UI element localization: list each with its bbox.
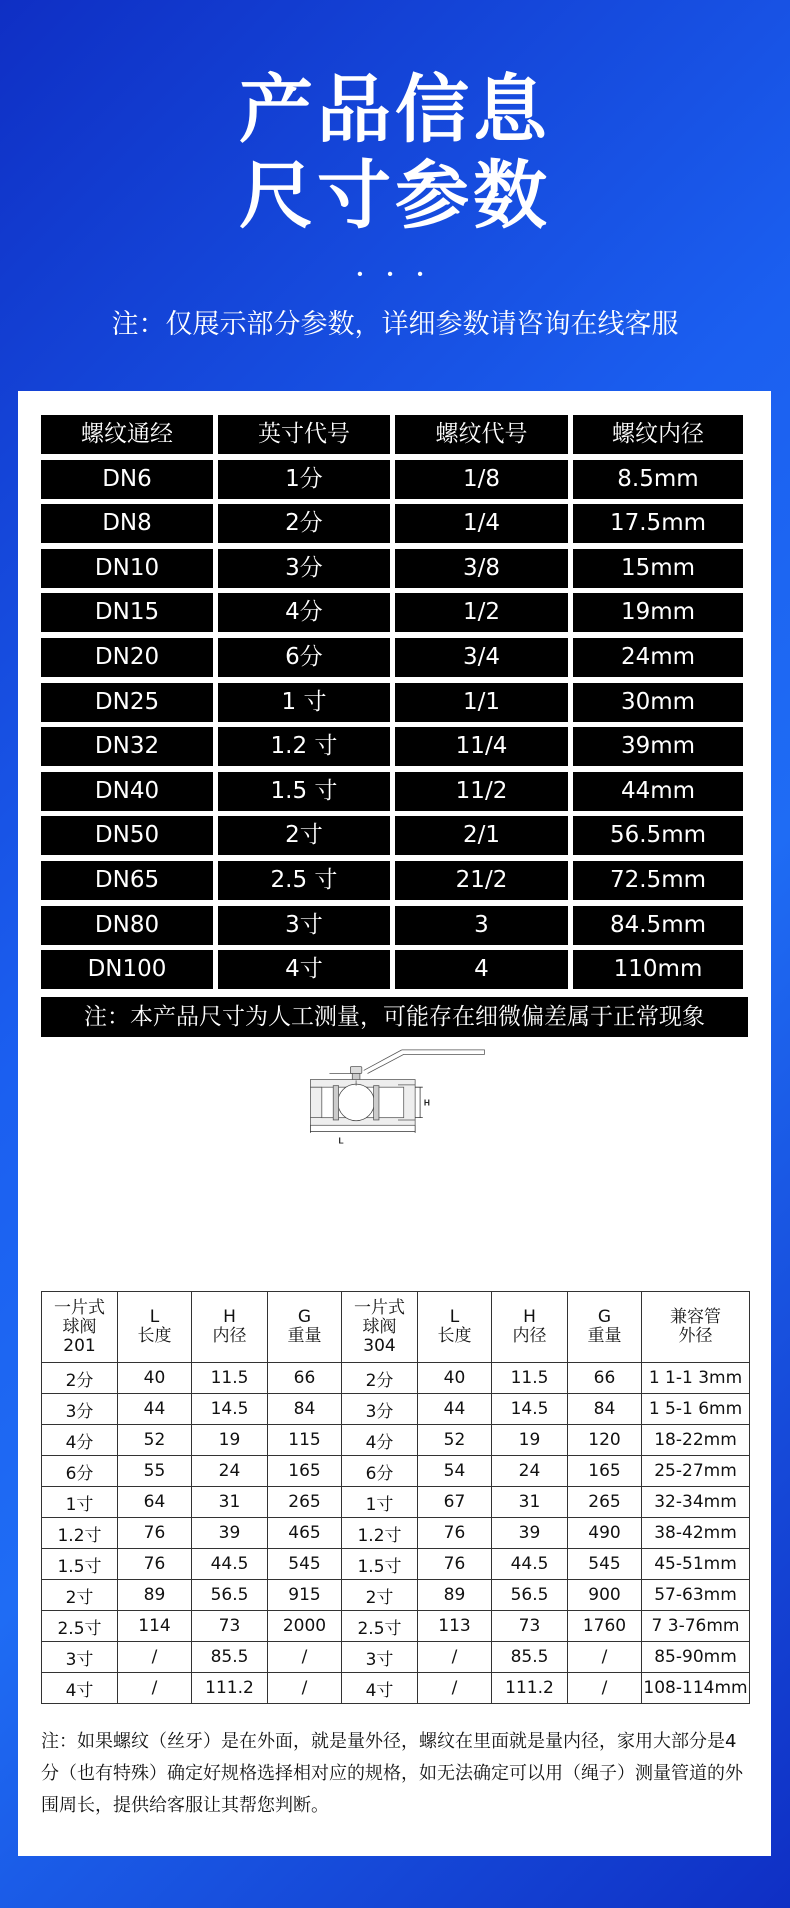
- spec-header-cell: [568, 1292, 642, 1363]
- spec-table-cell: 120: [568, 1425, 642, 1456]
- thread-table-note: 注：本产品尺寸为人工测量，可能存在细微偏差属于正常现象: [41, 997, 748, 1037]
- spec-table-cell: 2寸: [42, 1580, 118, 1611]
- thread-table-cell: 17.5mm: [573, 504, 743, 543]
- spec-table-cell: 85.5: [492, 1642, 568, 1673]
- spec-table-cell: 2分: [342, 1363, 418, 1394]
- spec-header-cell: [192, 1292, 268, 1363]
- spec-table-cell: 1 5-1 6mm: [642, 1394, 750, 1425]
- header: [0, 0, 790, 390]
- spec-table-cell: 2寸: [342, 1580, 418, 1611]
- spec-table-cell: 1寸: [342, 1487, 418, 1518]
- spec-table-cell: 3寸: [42, 1642, 118, 1673]
- spec-table-row: [42, 1549, 750, 1580]
- spec-table-row: [42, 1456, 750, 1487]
- spec-header-line: 球阀: [362, 1316, 397, 1337]
- thread-table-cell: DN15: [41, 593, 213, 632]
- spec-table-cell: 900: [568, 1580, 642, 1611]
- thread-table-cell: 8.5mm: [573, 460, 743, 499]
- thread-table-cell: 84.5mm: [573, 906, 743, 945]
- spec-table-cell: 3分: [42, 1394, 118, 1425]
- spec-table-cell: 24: [492, 1456, 568, 1487]
- thread-table-row: [41, 593, 748, 632]
- ball-valve-diagram: [138, 1043, 658, 1283]
- thread-table-cell: 4分: [218, 593, 390, 632]
- content-panel: [18, 391, 771, 1856]
- spec-table-cell: 3寸: [342, 1642, 418, 1673]
- header-note: 注：仅展示部分参数，详细参数请咨询在线客服: [111, 309, 679, 340]
- spec-header-line: H: [223, 1307, 236, 1327]
- thread-table-cell: 19mm: [573, 593, 743, 632]
- spec-table-cell: 85.5: [192, 1642, 268, 1673]
- spec-table-cell: /: [568, 1642, 642, 1673]
- spec-table-cell: 89: [418, 1580, 492, 1611]
- thread-table-row: [41, 504, 748, 543]
- spec-table-cell: 31: [192, 1487, 268, 1518]
- spec-table-cell: 66: [268, 1363, 342, 1394]
- spec-header-line: 内径: [512, 1326, 547, 1346]
- spec-table-cell: /: [568, 1673, 642, 1704]
- spec-table-cell: 2分: [42, 1363, 118, 1394]
- spec-header-line: 304: [363, 1335, 396, 1356]
- thread-table-cell: 24mm: [573, 638, 743, 677]
- spec-table-cell: 6分: [42, 1456, 118, 1487]
- thread-table-cell: DN10: [41, 549, 213, 588]
- thread-table-cell: DN8: [41, 504, 213, 543]
- spec-table: [41, 1291, 750, 1704]
- thread-table-cell: 11/4: [395, 727, 568, 766]
- thread-table-cell: 1/8: [395, 460, 568, 499]
- thread-table-cell: 15mm: [573, 549, 743, 588]
- spec-table-cell: 44: [418, 1394, 492, 1425]
- spec-table-cell: 465: [268, 1518, 342, 1549]
- spec-table-cell: 84: [568, 1394, 642, 1425]
- thread-table-cell: 72.5mm: [573, 861, 743, 900]
- thread-table-cell: 1/2: [395, 593, 568, 632]
- thread-table-cell: 11/2: [395, 772, 568, 811]
- spec-table-cell: 73: [192, 1611, 268, 1642]
- spec-table-cell: 113: [418, 1611, 492, 1642]
- spec-table-cell: 52: [418, 1425, 492, 1456]
- spec-table-cell: 3分: [342, 1394, 418, 1425]
- spec-table-cell: 545: [268, 1549, 342, 1580]
- spec-table-row: [42, 1487, 750, 1518]
- spec-header-line: 201: [63, 1335, 96, 1356]
- spec-table-row: [42, 1673, 750, 1704]
- spec-table-cell: 1.5寸: [342, 1549, 418, 1580]
- spec-table-cell: 44.5: [492, 1549, 568, 1580]
- spec-table-cell: /: [118, 1642, 192, 1673]
- spec-header-line: L: [449, 1307, 460, 1327]
- thread-table-cell: 3/4: [395, 638, 568, 677]
- spec-table-cell: 1寸: [42, 1487, 118, 1518]
- spec-table-cell: /: [118, 1673, 192, 1704]
- thread-table-row: [41, 549, 748, 588]
- spec-header-cell: [268, 1292, 342, 1363]
- spec-table-cell: 67: [418, 1487, 492, 1518]
- spec-table-cell: 19: [192, 1425, 268, 1456]
- thread-header-cell: 螺纹代号: [395, 415, 568, 454]
- spec-table-cell: 57-63mm: [642, 1580, 750, 1611]
- thread-table-cell: 4: [395, 950, 568, 989]
- spec-table-cell: 55: [118, 1456, 192, 1487]
- spec-header-line: 长度: [137, 1326, 172, 1346]
- spec-table-cell: 44.5: [192, 1549, 268, 1580]
- thread-table-cell: DN65: [41, 861, 213, 900]
- dots-divider: • • •: [357, 266, 433, 283]
- thread-table-cell: DN50: [41, 816, 213, 855]
- thread-table-cell: 21/2: [395, 861, 568, 900]
- thread-table-cell: 2分: [218, 504, 390, 543]
- spec-table-cell: 18-22mm: [642, 1425, 750, 1456]
- spec-table-cell: 56.5: [192, 1580, 268, 1611]
- spec-header-cell: [42, 1292, 118, 1363]
- spec-table-cell: 108-114mm: [642, 1673, 750, 1704]
- spec-table-cell: 76: [418, 1549, 492, 1580]
- thread-header-cell: 英寸代号: [218, 415, 390, 454]
- spec-header-cell: [492, 1292, 568, 1363]
- spec-table-row: [42, 1363, 750, 1394]
- thread-table-row: [41, 727, 748, 766]
- thread-table-row: [41, 683, 748, 722]
- spec-table-cell: 38-42mm: [642, 1518, 750, 1549]
- thread-table-header: [41, 415, 748, 454]
- spec-table-cell: 4寸: [42, 1673, 118, 1704]
- spec-table-cell: 40: [418, 1363, 492, 1394]
- thread-table-cell: 1.2 寸: [218, 727, 390, 766]
- thread-table-cell: 44mm: [573, 772, 743, 811]
- footer-note: 注：如果螺纹（丝牙）是在外面，就是量外径，螺纹在里面就是量内径，家用大部分是4分（也有特殊）确定好规格选择相对应的规格，如无法确定可以用（绳子）测量管道的外围周长，提供给客服让其帮您判断。: [41, 1731, 743, 1816]
- thread-table-cell: 2寸: [218, 816, 390, 855]
- thread-table-cell: 110mm: [573, 950, 743, 989]
- spec-table-cell: 1 1-1 3mm: [642, 1363, 750, 1394]
- spec-table-cell: 45-51mm: [642, 1549, 750, 1580]
- spec-table-cell: 4分: [342, 1425, 418, 1456]
- spec-table-row: [42, 1518, 750, 1549]
- spec-table-cell: 32-34mm: [642, 1487, 750, 1518]
- thread-table-cell: 39mm: [573, 727, 743, 766]
- spec-header-line: L: [149, 1307, 160, 1327]
- spec-table-cell: 265: [268, 1487, 342, 1518]
- thread-table-cell: 2.5 寸: [218, 861, 390, 900]
- thread-table-cell: 1分: [218, 460, 390, 499]
- thread-table-cell: 1/4: [395, 504, 568, 543]
- spec-table-cell: 66: [568, 1363, 642, 1394]
- spec-table-cell: 40: [118, 1363, 192, 1394]
- spec-header-line: 内径: [212, 1326, 247, 1346]
- thread-table-row: [41, 460, 748, 499]
- spec-table-cell: 1.2寸: [42, 1518, 118, 1549]
- spec-header-line: 一片式: [354, 1297, 405, 1318]
- diagram-label-h: H: [423, 1097, 430, 1108]
- thread-table-row: [41, 772, 748, 811]
- spec-table-header: [42, 1292, 750, 1363]
- spec-table-cell: 39: [192, 1518, 268, 1549]
- spec-table-cell: 545: [568, 1549, 642, 1580]
- thread-table: [41, 415, 748, 995]
- spec-header-line: H: [523, 1307, 536, 1327]
- spec-table-cell: 85-90mm: [642, 1642, 750, 1673]
- spec-table-cell: 39: [492, 1518, 568, 1549]
- spec-table-cell: 76: [418, 1518, 492, 1549]
- spec-table-cell: 165: [568, 1456, 642, 1487]
- thread-header-cell: 螺纹内径: [573, 415, 743, 454]
- spec-header-line: 一片式: [54, 1297, 105, 1318]
- spec-table-cell: 31: [492, 1487, 568, 1518]
- spec-table-cell: 11.5: [192, 1363, 268, 1394]
- spec-table-cell: 1.5寸: [42, 1549, 118, 1580]
- spec-table-cell: 52: [118, 1425, 192, 1456]
- spec-table-cell: 111.2: [492, 1673, 568, 1704]
- spec-table-cell: /: [418, 1642, 492, 1673]
- spec-table-row: [42, 1642, 750, 1673]
- spec-table-cell: /: [418, 1673, 492, 1704]
- spec-table-row: [42, 1580, 750, 1611]
- spec-table-cell: 265: [568, 1487, 642, 1518]
- spec-table-cell: 114: [118, 1611, 192, 1642]
- spec-table-cell: 2.5寸: [42, 1611, 118, 1642]
- spec-table-cell: 76: [118, 1549, 192, 1580]
- spec-table-cell: 111.2: [192, 1673, 268, 1704]
- spec-header-line: 长度: [437, 1326, 472, 1346]
- spec-table-cell: 7 3-76mm: [642, 1611, 750, 1642]
- spec-table-cell: 1760: [568, 1611, 642, 1642]
- spec-header-cell: [418, 1292, 492, 1363]
- spec-table-cell: 115: [268, 1425, 342, 1456]
- thread-table-cell: DN20: [41, 638, 213, 677]
- spec-table-row: [42, 1425, 750, 1456]
- thread-table-cell: DN80: [41, 906, 213, 945]
- diagram-label-l: L: [338, 1135, 344, 1146]
- thread-table-row: [41, 950, 748, 989]
- spec-table-cell: 25-27mm: [642, 1456, 750, 1487]
- spec-table-cell: 11.5: [492, 1363, 568, 1394]
- spec-header-line: G: [297, 1307, 312, 1327]
- thread-table-cell: 3分: [218, 549, 390, 588]
- spec-header-line: 球阀: [62, 1316, 97, 1337]
- spec-header-line: 重量: [287, 1326, 322, 1346]
- thread-table-row: [41, 861, 748, 900]
- thread-table-cell: 3: [395, 906, 568, 945]
- thread-table-cell: DN25: [41, 683, 213, 722]
- spec-header-line: G: [597, 1307, 612, 1327]
- spec-table-cell: 6分: [342, 1456, 418, 1487]
- thread-table-row: [41, 638, 748, 677]
- spec-table-cell: 2000: [268, 1611, 342, 1642]
- spec-header-line: 兼容管: [670, 1307, 721, 1327]
- thread-table-cell: 4寸: [218, 950, 390, 989]
- thread-header-cell: 螺纹通经: [41, 415, 213, 454]
- title-line-2: 尺寸参数: [239, 153, 551, 239]
- spec-table-cell: 44: [118, 1394, 192, 1425]
- thread-table-cell: 3/8: [395, 549, 568, 588]
- spec-table-cell: 89: [118, 1580, 192, 1611]
- spec-table-cell: 14.5: [492, 1394, 568, 1425]
- spec-table-cell: 4分: [42, 1425, 118, 1456]
- spec-table-cell: 76: [118, 1518, 192, 1549]
- spec-table-cell: 915: [268, 1580, 342, 1611]
- spec-table-cell: 73: [492, 1611, 568, 1642]
- spec-table-cell: 19: [492, 1425, 568, 1456]
- spec-table-cell: 2.5寸: [342, 1611, 418, 1642]
- spec-header-cell: [118, 1292, 192, 1363]
- thread-table-cell: DN6: [41, 460, 213, 499]
- spec-header-line: 重量: [587, 1326, 622, 1346]
- thread-table-cell: 1.5 寸: [218, 772, 390, 811]
- thread-table-row: [41, 906, 748, 945]
- thread-table-cell: 56.5mm: [573, 816, 743, 855]
- thread-table-cell: DN100: [41, 950, 213, 989]
- spec-table-row: [42, 1394, 750, 1425]
- spec-header-cell: [342, 1292, 418, 1363]
- thread-table-cell: 30mm: [573, 683, 743, 722]
- thread-table-cell: 1/1: [395, 683, 568, 722]
- thread-table-cell: 1 寸: [218, 683, 390, 722]
- spec-table-cell: /: [268, 1642, 342, 1673]
- thread-table-cell: DN32: [41, 727, 213, 766]
- thread-table-row: [41, 816, 748, 855]
- title-line-1: 产品信息: [239, 67, 551, 153]
- spec-table-row: [42, 1611, 750, 1642]
- spec-table-cell: 64: [118, 1487, 192, 1518]
- spec-table-cell: 54: [418, 1456, 492, 1487]
- spec-table-cell: 490: [568, 1518, 642, 1549]
- spec-header-line: 外径: [678, 1326, 713, 1346]
- spec-table-cell: 14.5: [192, 1394, 268, 1425]
- thread-table-cell: 2/1: [395, 816, 568, 855]
- spec-header-cell: [642, 1292, 750, 1363]
- spec-table-cell: 165: [268, 1456, 342, 1487]
- spec-table-cell: /: [268, 1673, 342, 1704]
- thread-table-cell: 6分: [218, 638, 390, 677]
- spec-table-cell: 24: [192, 1456, 268, 1487]
- spec-table-cell: 1.2寸: [342, 1518, 418, 1549]
- thread-table-cell: 3寸: [218, 906, 390, 945]
- spec-table-cell: 84: [268, 1394, 342, 1425]
- spec-table-cell: 56.5: [492, 1580, 568, 1611]
- thread-table-cell: DN40: [41, 772, 213, 811]
- spec-table-cell: 4寸: [342, 1673, 418, 1704]
